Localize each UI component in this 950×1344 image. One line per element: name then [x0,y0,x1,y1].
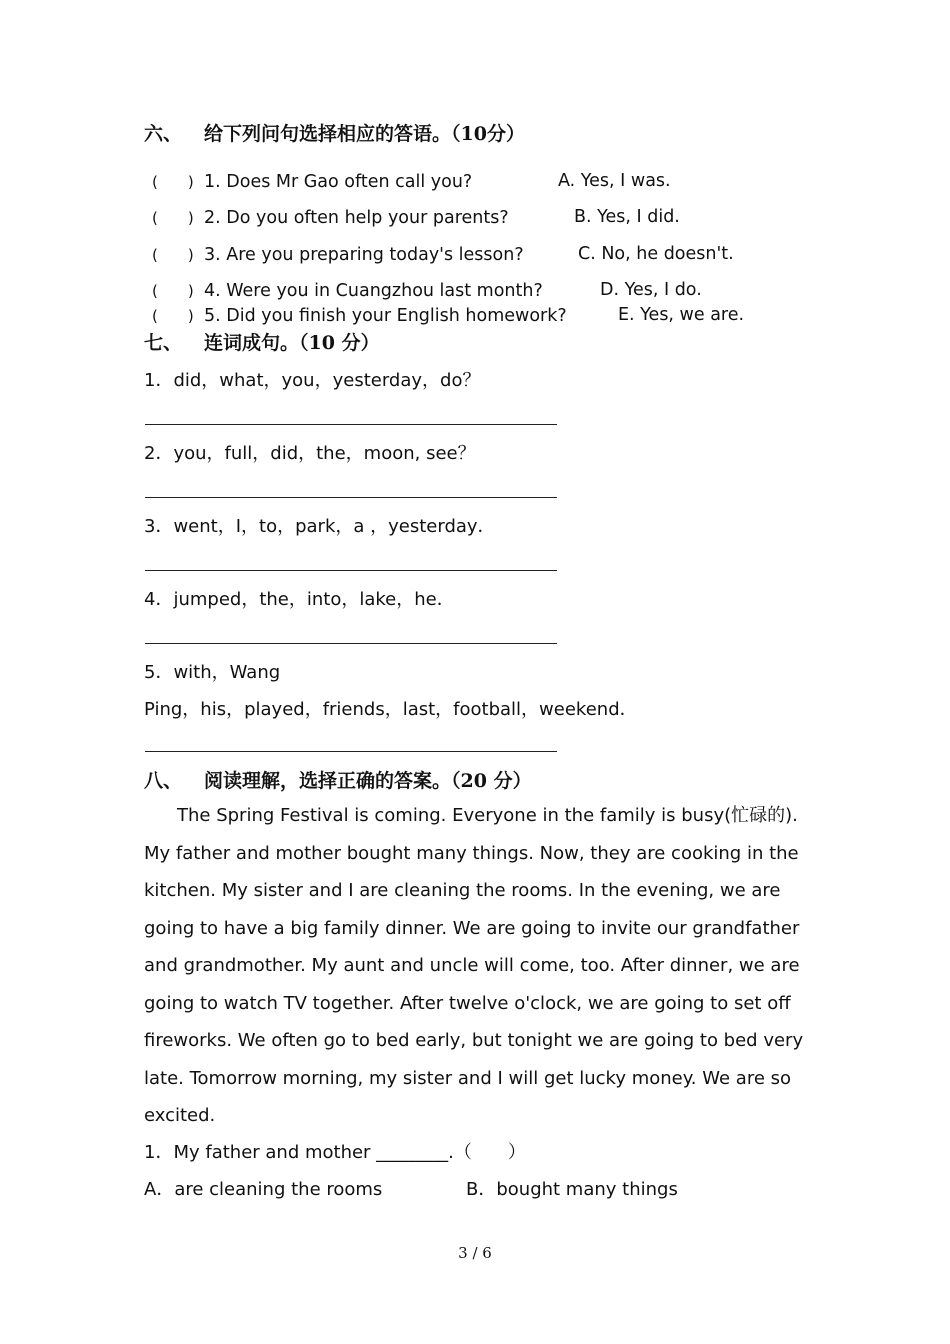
answer-blank[interactable]: ( ) [152,307,194,325]
scrambled-sentence-4: 4．jumped，the，into，lake，he． [144,589,455,610]
section-6-number: 六、 [144,123,183,145]
answer-blank[interactable]: ( ) [152,209,194,227]
answer-line-4[interactable] [145,643,557,644]
section-7-heading [144,328,380,355]
scrambled-sentence-3: 3．went，I，to，park，a ，yesterday． [144,516,496,537]
scrambled-sentence-5-cont: Ping，his，played，friends，last，football，weekend． [144,699,638,720]
matching-question-5 [152,305,567,326]
answer-blank[interactable]: ( ) [152,282,194,300]
answer-line-2[interactable] [145,497,557,498]
option-b[interactable]: B．bought many things [466,1179,678,1200]
answer-option-d: D. Yes, I do. [600,280,702,300]
section-8-number: 八、 [144,770,183,792]
answer-option-e: E. Yes, we are. [618,305,745,325]
matching-question-2 [152,207,509,228]
section-6-heading [144,119,525,146]
question-text: 5. Did you finish your English homework? [204,306,567,326]
section-8-heading [144,766,532,793]
matching-question-4 [152,280,543,301]
scrambled-sentence-2: 2．you，full，did，the，moon, see？ [144,443,476,464]
question-text: 4. Were you in Cuangzhou last month? [204,281,543,301]
answer-option-a: A. Yes, I was. [558,171,671,191]
answer-blank[interactable]: ( ) [152,173,194,191]
passage-text: The Spring Festival is coming. Everyone in the family is busy(忙碌的). My father and mother bought many things. Now, they are cooking in the kitchen. My sister and I are cleaning the rooms. In the evening, we are going to have a big family dinner. We are going to invite our grandfather and grandmother. My aunt and uncle will come, too. After dinner, we are going to watch TV together. After twelve o'clock, we are going to set off fireworks. We often go to bed early, but tonight we are going to bed very late. Tomorrow morning, my sister and I will get lucky money. We are so excited. [144,805,804,1126]
section-6-title: 给下列问句选择相应的答语。（10分） [204,123,525,145]
answer-line-3[interactable] [145,570,557,571]
answer-blank[interactable]: ( ) [152,246,194,264]
option-a[interactable]: A．are cleaning the rooms [144,1179,383,1200]
section-7-title: 连词成句。（10 分） [204,332,380,354]
matching-question-3 [152,244,524,265]
answer-option-b: B. Yes, I did. [574,207,680,227]
answer-option-c: C. No, he doesn't. [578,244,734,264]
section-8-title: 阅读理解，选择正确的答案。（20 分） [204,770,532,792]
question-text: 1. Does Mr Gao often call you? [204,172,473,192]
reading-question-1: 1．My father and mother ________.（ ） [144,1142,526,1163]
question-text: 2. Do you often help your parents? [204,208,509,228]
reading-passage [144,797,814,1135]
answer-line-5[interactable] [145,751,557,752]
page-number: 3 / 6 [458,1244,492,1262]
matching-question-1 [152,171,472,192]
scrambled-sentence-1: 1．did，what，you，yesterday，do？ [144,370,481,391]
answer-line-1[interactable] [145,424,557,425]
question-text: 3. Are you preparing today's lesson? [204,245,524,265]
section-7-number: 七、 [144,332,183,354]
scrambled-sentence-5: 5．with，Wang [144,662,281,683]
